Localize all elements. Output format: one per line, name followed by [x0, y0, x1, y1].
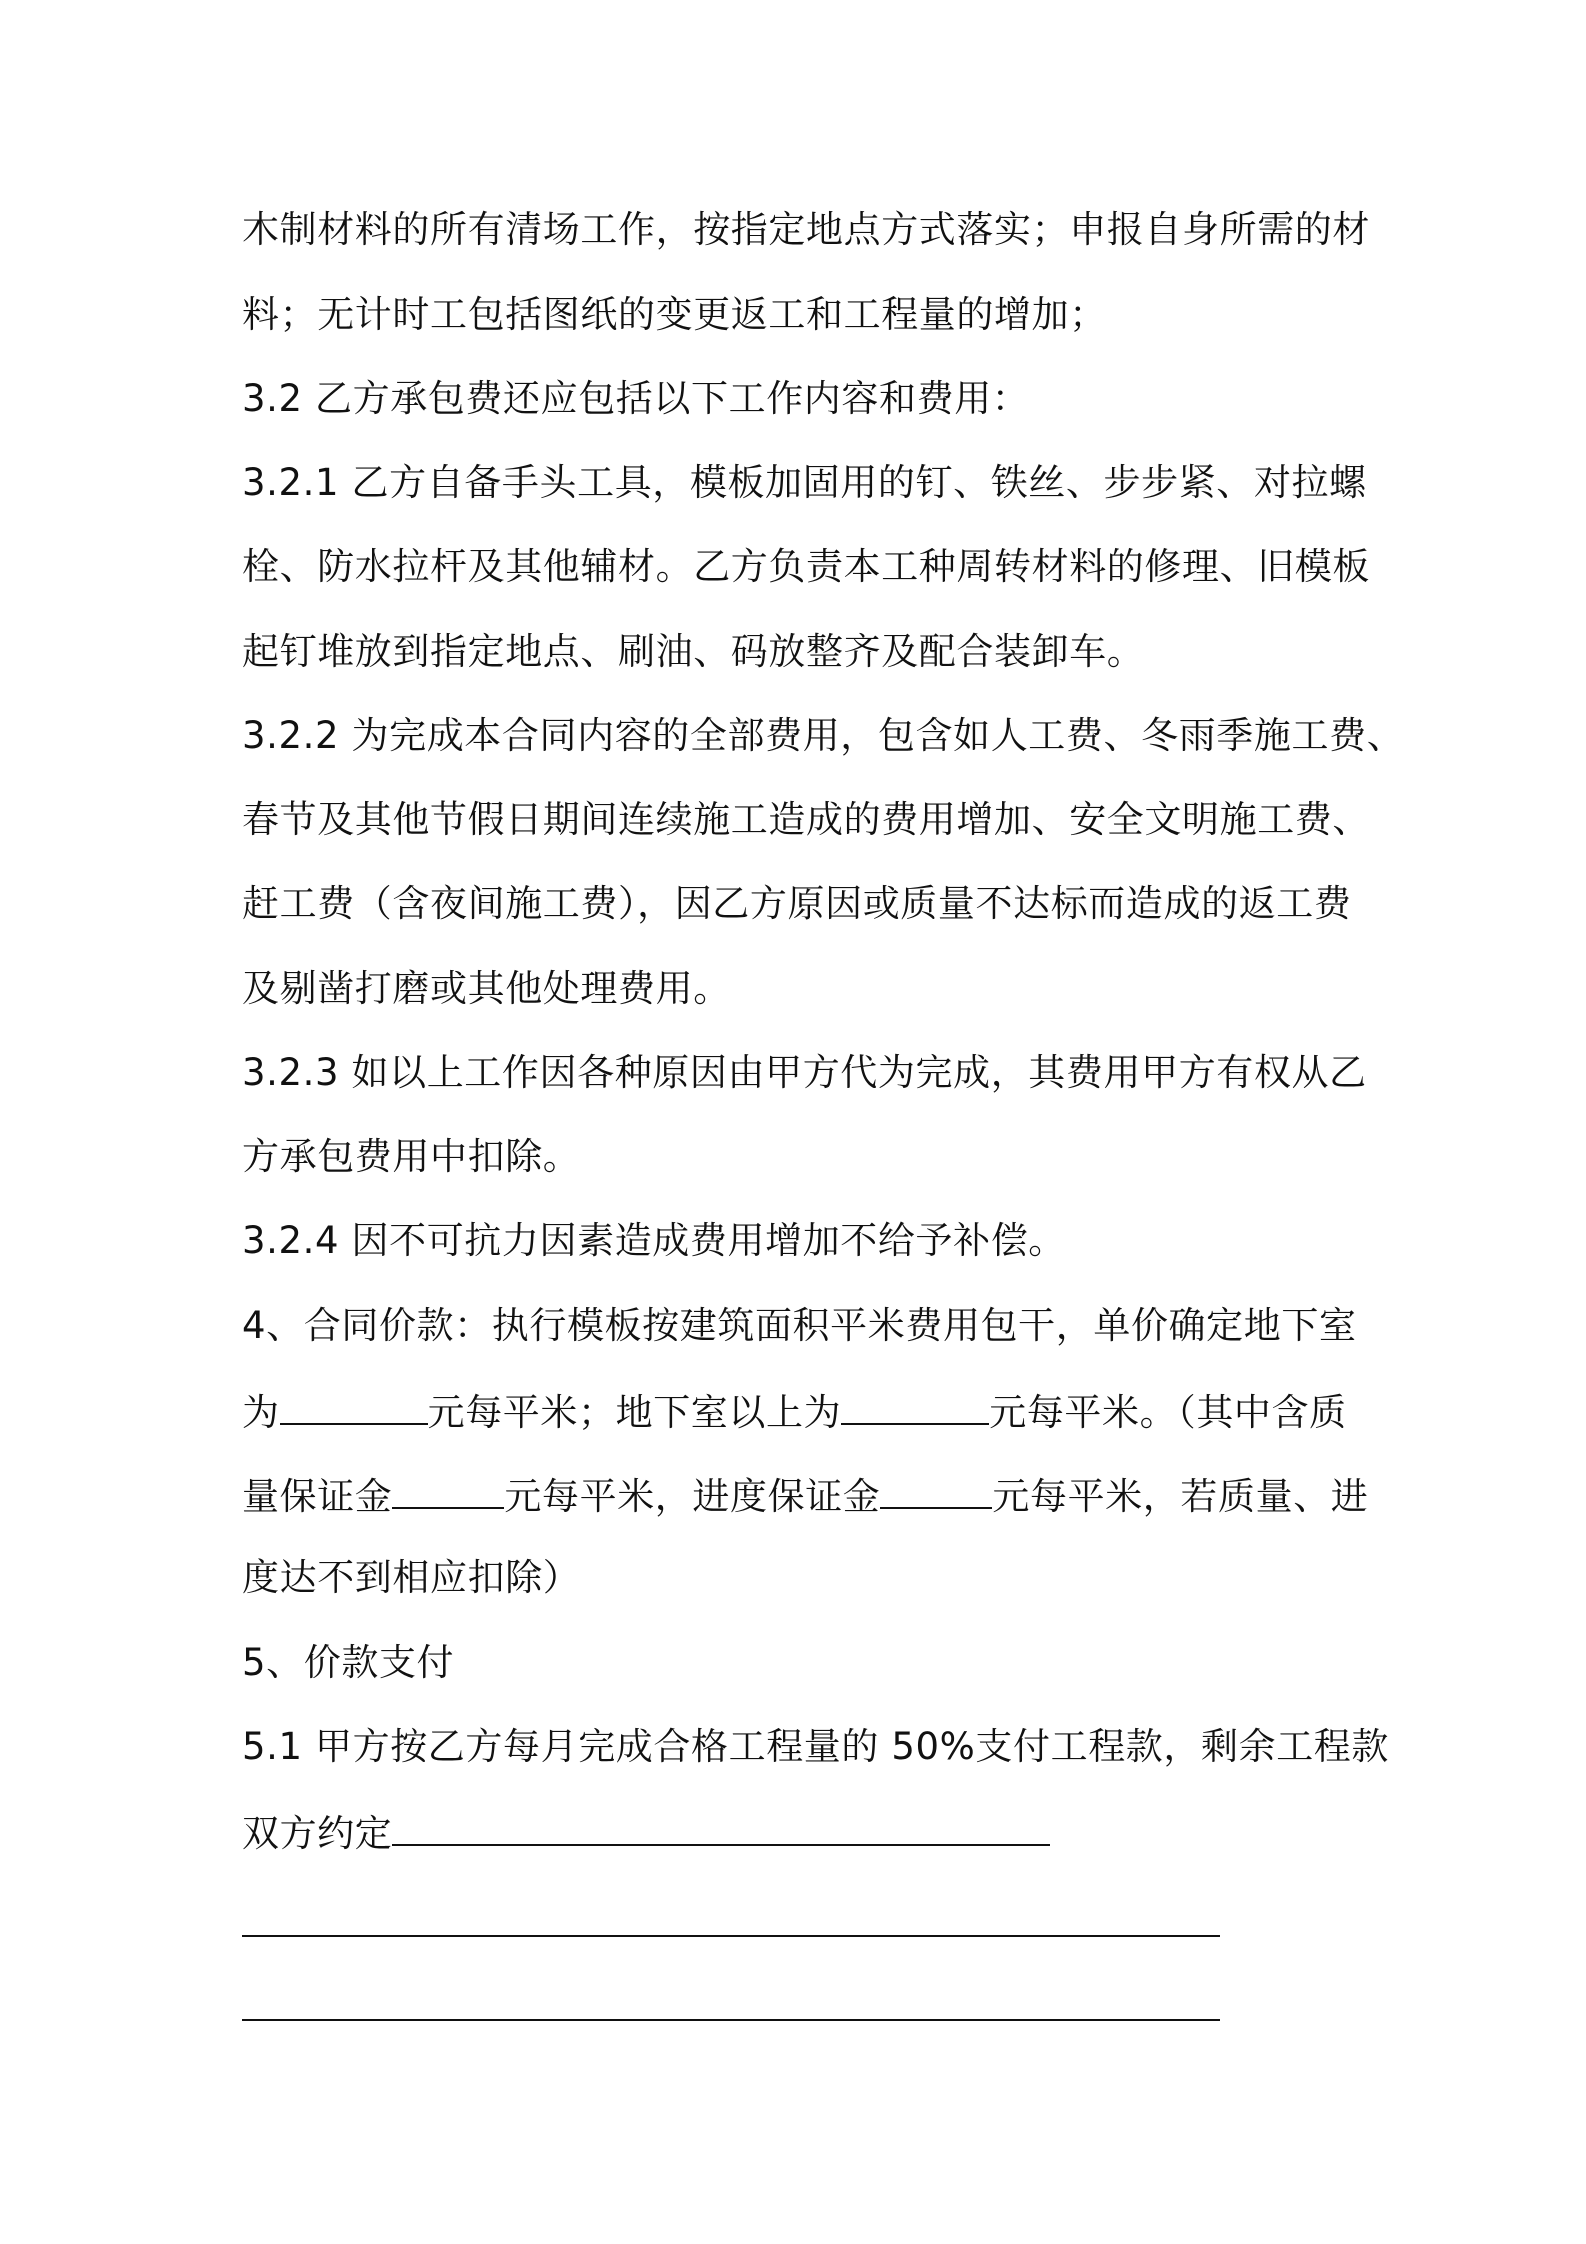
text-line: 3.2.2 为完成本合同内容的全部费用，包含如人工费、冬雨季施工费、: [242, 714, 1405, 757]
text-line: 3.2.4 因不可抗力因素造成费用增加不给予补偿。: [242, 1219, 1066, 1262]
agreement-blank[interactable]: [392, 1806, 1050, 1846]
text-line: 方承包费用中扣除。: [242, 1135, 581, 1178]
price-text: 元每平米，进度保证金: [504, 1475, 881, 1518]
section-5-title: 5、价款支付: [242, 1641, 455, 1684]
agreement-line: [242, 1806, 1050, 1859]
text-line: 4、合同价款：执行模板按建筑面积平米费用包干，单价确定地下室: [242, 1304, 1357, 1347]
price-text: 为: [242, 1391, 280, 1434]
quality-deposit-blank[interactable]: [392, 1469, 504, 1509]
price-line-2: [242, 1469, 1368, 1522]
price-text: 元每平米。（其中含质: [989, 1391, 1347, 1434]
agreement-blank-line[interactable]: [242, 2019, 1220, 2021]
price-text: 元每平米，若质量、进: [992, 1475, 1369, 1518]
text-line: 赶工费（含夜间施工费），因乙方原因或质量不达标而造成的返工费: [242, 882, 1352, 925]
progress-deposit-blank[interactable]: [880, 1469, 992, 1509]
price-text: 元每平米；地下室以上为: [427, 1391, 842, 1434]
text-line: 木制材料的所有清场工作，按指定地点方式落实；申报自身所需的材: [242, 208, 1370, 251]
price-text: 量保证金: [242, 1475, 393, 1518]
text-line: 栓、防水拉杆及其他辅材。乙方负责本工种周转材料的修理、旧模板: [242, 545, 1370, 588]
agreement-blank-line[interactable]: [242, 1935, 1220, 1937]
text-line: 度达不到相应扣除）: [242, 1556, 581, 1599]
agreement-label: 双方约定: [242, 1812, 393, 1855]
text-line: 3.2.3 如以上工作因各种原因由甲方代为完成，其费用甲方有权从乙: [242, 1051, 1367, 1094]
text-line: 料；无计时工包括图纸的变更返工和工程量的增加；: [242, 293, 1107, 336]
text-line: 3.2.1 乙方自备手头工具，模板加固用的钉、铁丝、步步紧、对拉螺: [242, 461, 1367, 504]
text-line: 起钉堆放到指定地点、刷油、码放整齐及配合装卸车。: [242, 630, 1145, 673]
text-line: 3.2 乙方承包费还应包括以下工作内容和费用：: [242, 377, 1030, 420]
text-line: 及剔凿打磨或其他处理费用。: [242, 967, 731, 1010]
basement-price-blank[interactable]: [280, 1385, 428, 1425]
above-ground-price-blank[interactable]: [841, 1385, 989, 1425]
text-line: 春节及其他节假日期间连续施工造成的费用增加、安全文明施工费、: [242, 798, 1370, 841]
price-line-1: [242, 1385, 1347, 1438]
text-line: 5.1 甲方按乙方每月完成合格工程量的 50%支付工程款，剩余工程款: [242, 1725, 1390, 1768]
